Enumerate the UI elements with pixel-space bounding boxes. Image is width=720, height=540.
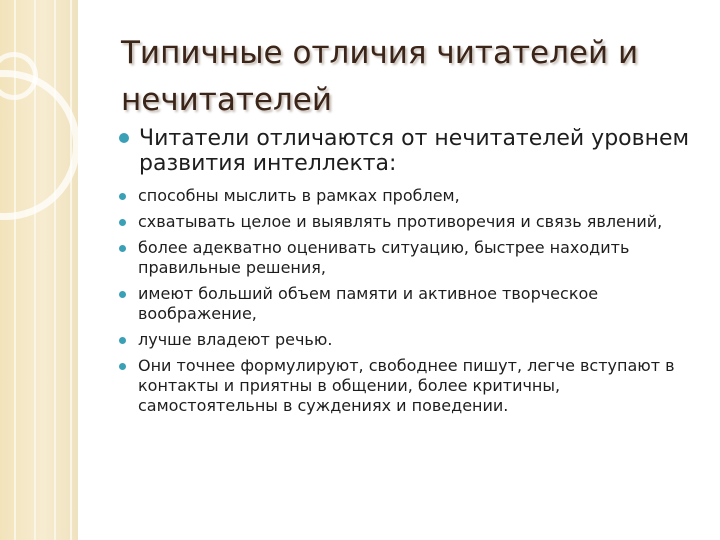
decorative-side-band [0, 0, 78, 540]
list-item [119, 186, 694, 206]
bullet-list [119, 186, 694, 416]
list-item [119, 284, 694, 324]
list-item-text: способны мыслить в рамках проблем, [138, 186, 460, 205]
bullet-icon [119, 219, 126, 226]
slide-content [119, 126, 694, 422]
slide-title: Типичные отличия читателей и нечитателей [121, 35, 639, 118]
list-item-text: более адекватно оценивать ситуацию, быстрее находить правильные решения, [138, 238, 630, 277]
list-item [119, 356, 694, 416]
band-stripe [70, 0, 72, 540]
list-item [119, 212, 694, 232]
list-item-text: имеют больший объем памяти и активное творческое воображение, [138, 284, 599, 323]
list-item-text: схватывать целое и выявлять противоречия и связь явлений, [138, 212, 663, 231]
bullet-icon [119, 245, 126, 252]
bullet-icon [119, 337, 126, 344]
lead-paragraph [119, 126, 694, 176]
lead-text: Читатели отличаются от нечитателей уровнем развития интеллекта: [139, 126, 690, 176]
list-item [119, 330, 694, 350]
bullet-icon [119, 291, 126, 298]
list-item-text: Они точнее формулируют, свободнее пишут, легче вступают в контакты и приятны в общении, более критичны, самостоятельны в суждениях и поведении. [138, 356, 675, 415]
list-item-text: лучше владеют речью. [138, 330, 333, 349]
bullet-icon [119, 363, 126, 370]
list-item [119, 238, 694, 278]
band-stripe [54, 0, 56, 540]
bullet-icon [119, 193, 126, 200]
bullet-icon [119, 133, 129, 143]
